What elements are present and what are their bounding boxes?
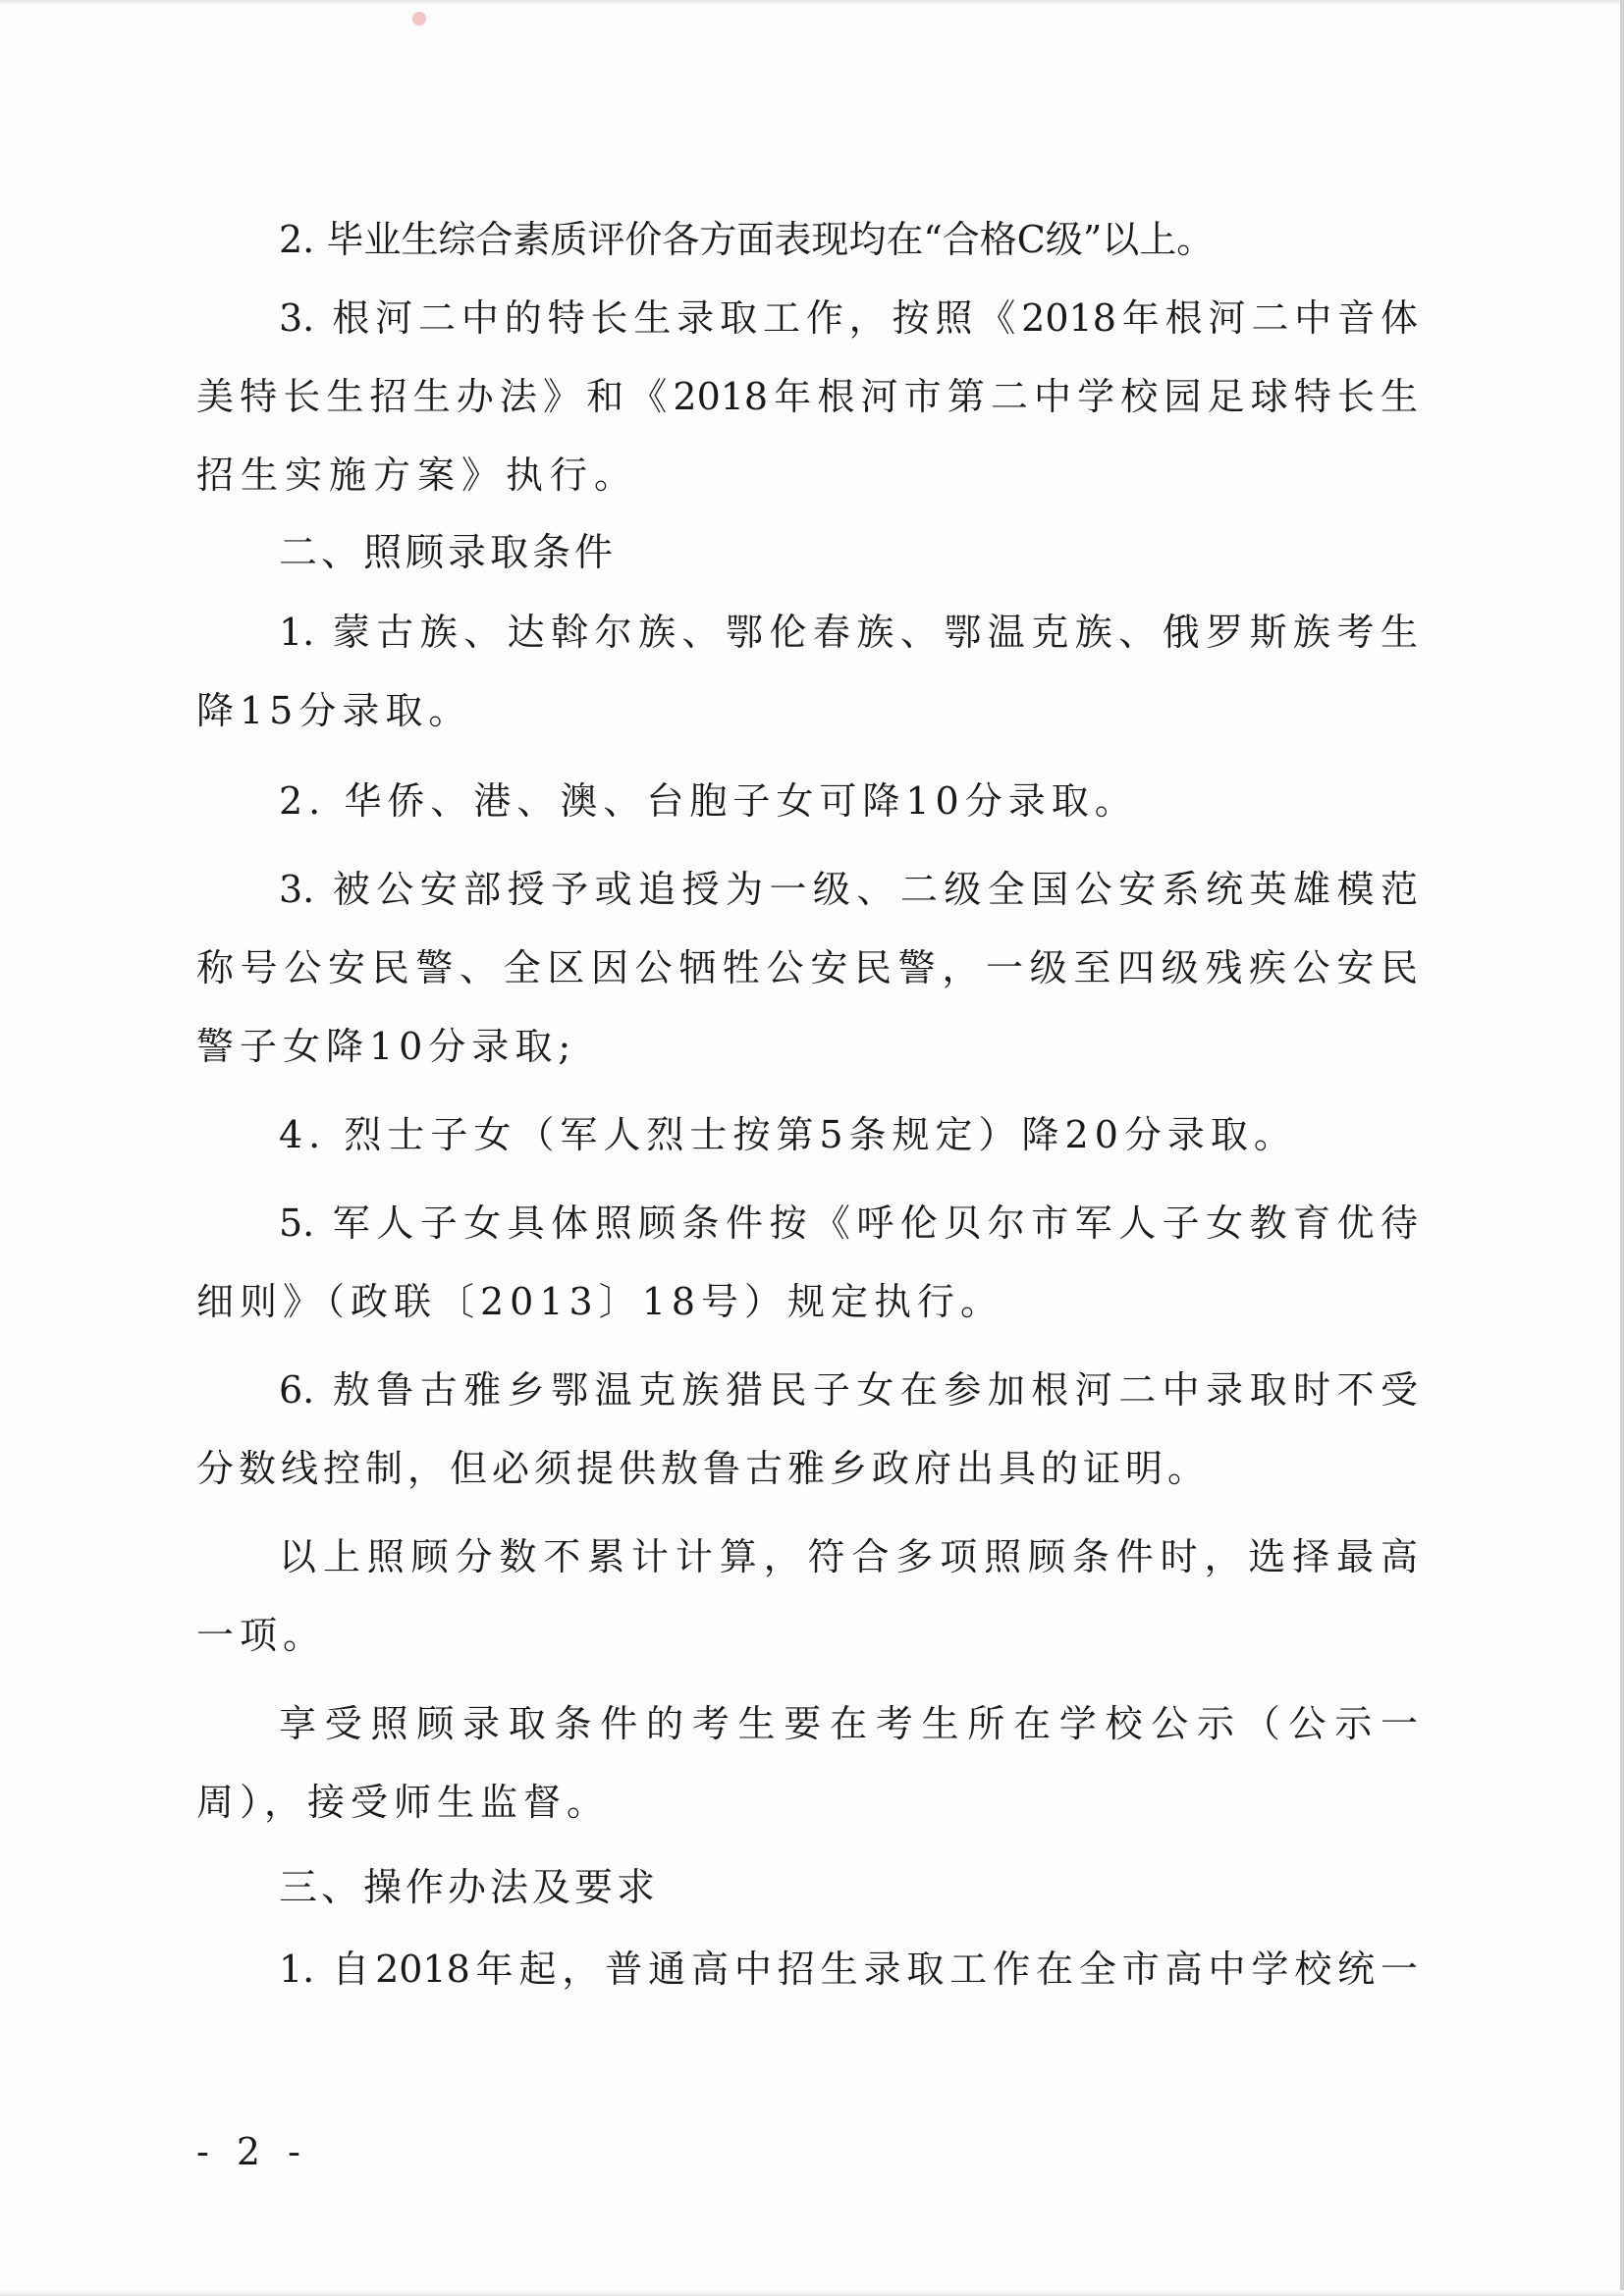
document-page: 2. 毕业生综合素质评价各方面表现均在“合格C级”以上。 3. 根河二中的特长生录取工作，按照《2018年根河二中音体 美特长生招生办法》和《2018年根河市第二中学校园足球特长生 招生实施方案》执行。 二、照顾录取条件 1. 蒙古族、达斡尔族、鄂伦春族、鄂温克族、俄罗斯族考生 降15分录取。 2. 华侨、港、澳、台胞子女可降10分录取。 3. 被公安部授予或追授为一级、二级全国公安系统英雄模范 称号公安民警、全区因公牺牲公安民警，一级至四级残疾公安民 警子女降10分录取; 4. 烈士子女（军人烈士按第5条规定）降20分录取。 5. 军人子女具体照顾条件按《呼伦贝尔市军人子女教育优待 细则》（政联〔2013〕18号）规定执行。 6. 敖鲁古雅乡鄂温克族猎民子女在参加根河二中录取时不受 分数线控制，但必须提供敖鲁古雅乡政府出具的证明。 以上照顾分数不累计计算，符合多项照顾条件时，选择最高 一项。 享受照顾录取条件的考生要在考生所在学校公示（公示一 周），接受师生监督。 三、操作办法及要求 1. 自2018年起，普通高中招生录取工作在全市高中学校统一 - 2 - (0, 0, 1624, 2296)
page-number: - 2 - (196, 2130, 309, 2173)
stamp-ink-mark-icon (412, 12, 426, 26)
scan-edge (0, 2290, 1624, 2296)
scan-edge (1620, 0, 1624, 2296)
scan-edge (0, 0, 1624, 6)
